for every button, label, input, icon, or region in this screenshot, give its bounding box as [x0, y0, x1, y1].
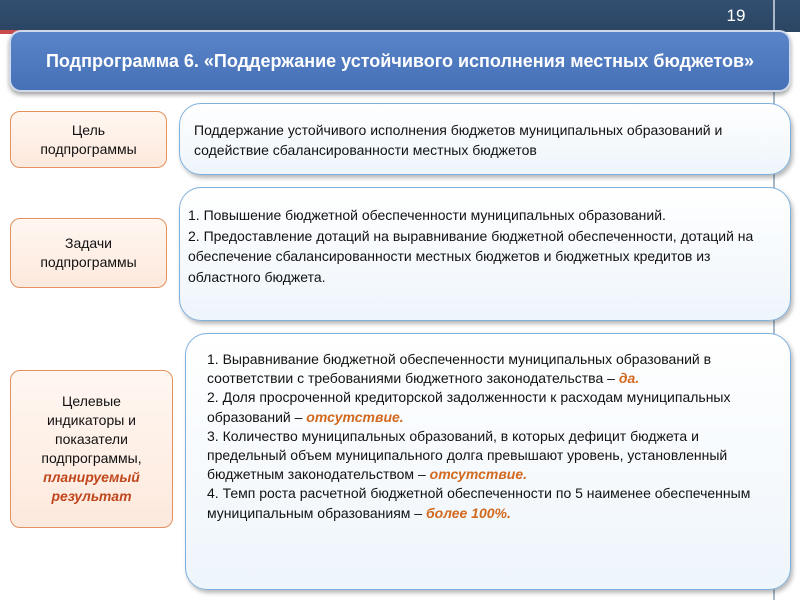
goal-label: Цель подпрограммы	[40, 121, 137, 157]
indicator-item: 3. Количество муниципальных образований, в которых дефицит бюджета и предельный объем муниципального долга превышают уровень, установленный бюджетным законодательством – отсутствие.	[207, 427, 728, 483]
indicators-result-label: планируемый результат	[43, 469, 140, 504]
indicator-item: 1. Выравнивание бюджетной обеспеченности муниципальных образований в соответствии с требованиями бюджетного законодательства – да.	[207, 351, 712, 387]
indicators-label-box	[10, 370, 173, 528]
indicators-label: Целевые индикаторы и показатели подпрограммы,	[41, 393, 142, 466]
goal-text: Поддержание устойчивого исполнения бюджетов муниципальных образований и содействие сбалансированности местных бюджетов	[194, 122, 723, 158]
tasks-label-box	[10, 218, 167, 288]
indicator-item: 2. Доля просроченной кредиторской задолженности к расходам муниципальных образований – отсутствие.	[207, 389, 731, 425]
indicators-content-box	[185, 333, 791, 590]
slide-title-text: Подпрограмма 6. «Поддержание устойчивого исполнения местных бюджетов»	[45, 51, 755, 71]
tasks-content-box	[179, 187, 791, 321]
indicator-result: да.	[618, 370, 640, 387]
indicator-result: отсутствие.	[429, 466, 528, 483]
indicator-result: более 100%.	[425, 504, 511, 521]
goal-label-box	[10, 111, 167, 168]
tasks-label: Задачи подпрограммы	[40, 235, 137, 270]
header-band	[0, 0, 800, 32]
slide-title	[9, 30, 791, 92]
slide-number: 19	[726, 6, 746, 25]
goal-content-box	[179, 103, 791, 175]
task-item: 1. Повышение бюджетной обеспеченности муниципальных образований.	[188, 207, 666, 223]
indicator-item: 4. Темп роста расчетной бюджетной обеспеченности по 5 наименее обеспеченным муниципальным образованиям – более 100%.	[207, 485, 751, 521]
indicator-result: отсутствие.	[306, 408, 404, 425]
task-item: 2. Предоставление дотаций на выравнивание бюджетной обеспеченности, дотаций на обеспечение сбалансированности местных бюджетов и бюджетных кредитов из областного бюджета.	[188, 227, 754, 285]
